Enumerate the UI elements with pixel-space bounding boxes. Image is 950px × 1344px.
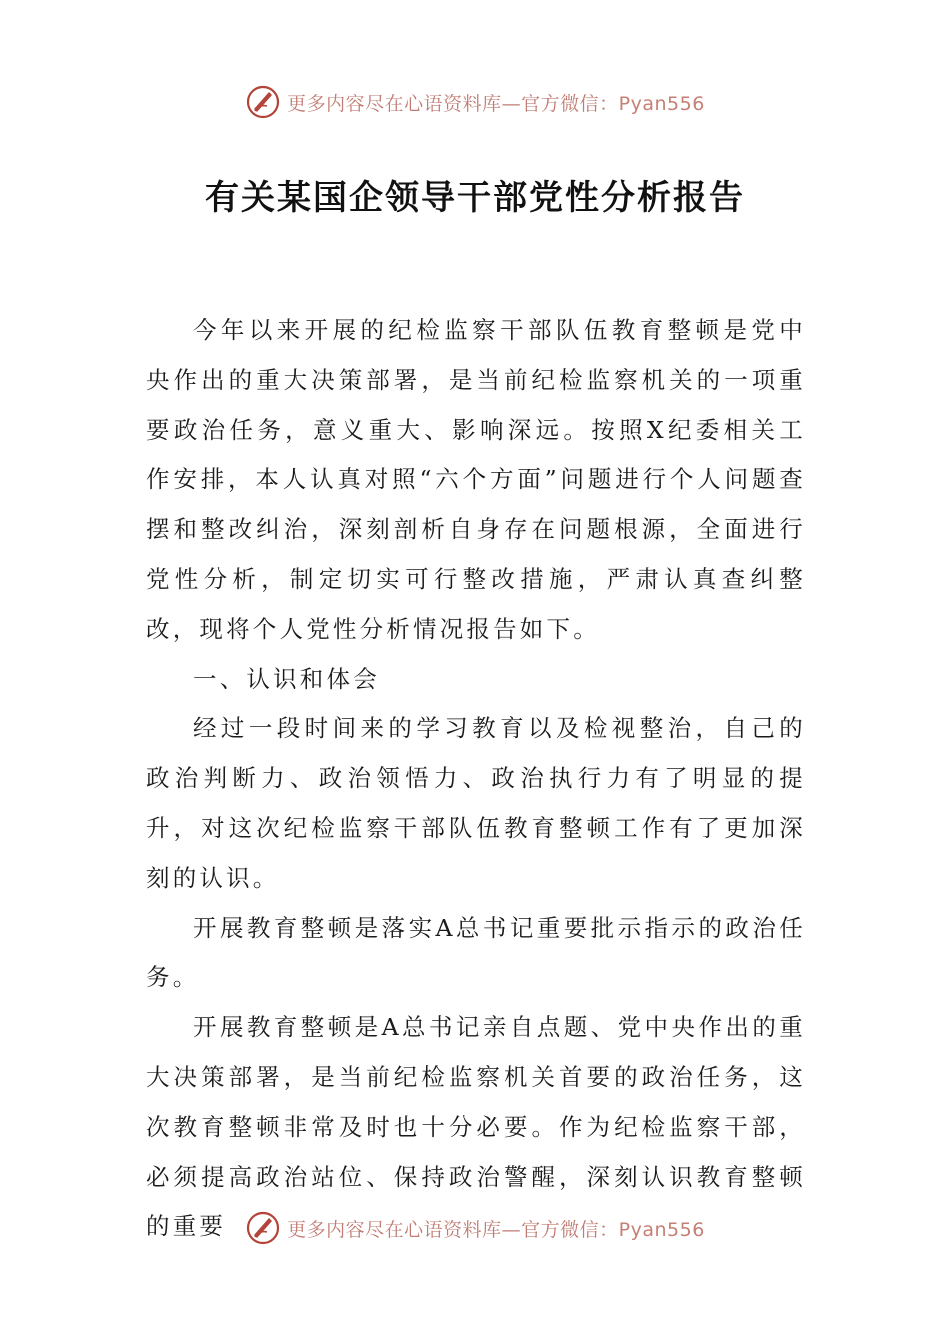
- paragraph-understanding: 经过一段时间来的学习教育以及检视整治，自己的政治判断力、政治领悟力、政治执行力有了明显的提升，对这次纪检监察干部队伍教育整顿工作有了更加深刻的认识。: [146, 714, 806, 892]
- header-watermark-banner: [0, 82, 950, 122]
- banner-text: [287, 89, 705, 116]
- paragraph-decision: 开展教育整顿是A总书记亲自点题、党中央作出的重大决策部署，是当前纪检监察机关首要的政治任务，这次教育整顿非常及时也十分必要。作为纪检监察干部，必须提高政治站位、保持政治警醒，深刻认识教育整顿的重要: [146, 1013, 806, 1241]
- paragraph-political-task: 开展教育整顿是落实A总书记重要批示指示的政治任务。: [146, 913, 806, 992]
- document-title: 有关某国企领导干部党性分析报告: [205, 178, 745, 218]
- footer-watermark-banner: [0, 1208, 950, 1248]
- logo-icon: [245, 1210, 281, 1246]
- banner-label: 更多内容尽在心语资料库—官方微信：: [287, 92, 619, 115]
- logo-icon: [245, 84, 281, 120]
- section-heading: 一、认识和体会: [193, 664, 380, 693]
- paragraph-intro: 今年以来开展的纪检监察干部队伍教育整顿是党中央作出的重大决策部署，是当前纪检监察机关的一项重要政治任务，意义重大、影响深远。按照X纪委相关工作安排，本人认真对照“六个方面”问题进行个人问题查摆和整改纠治，深刻剖析自身存在问题根源，全面进行党性分析，制定切实可行整改措施，严肃认真查纠整改，现将个人党性分析情况报告如下。: [146, 316, 806, 643]
- banner-wechat-id: Pyan556: [618, 1218, 705, 1241]
- banner-wechat-id: Pyan556: [618, 92, 705, 115]
- banner-label: 更多内容尽在心语资料库—官方微信：: [287, 1218, 619, 1241]
- banner-text: [287, 1215, 705, 1242]
- document-body: [146, 306, 806, 1252]
